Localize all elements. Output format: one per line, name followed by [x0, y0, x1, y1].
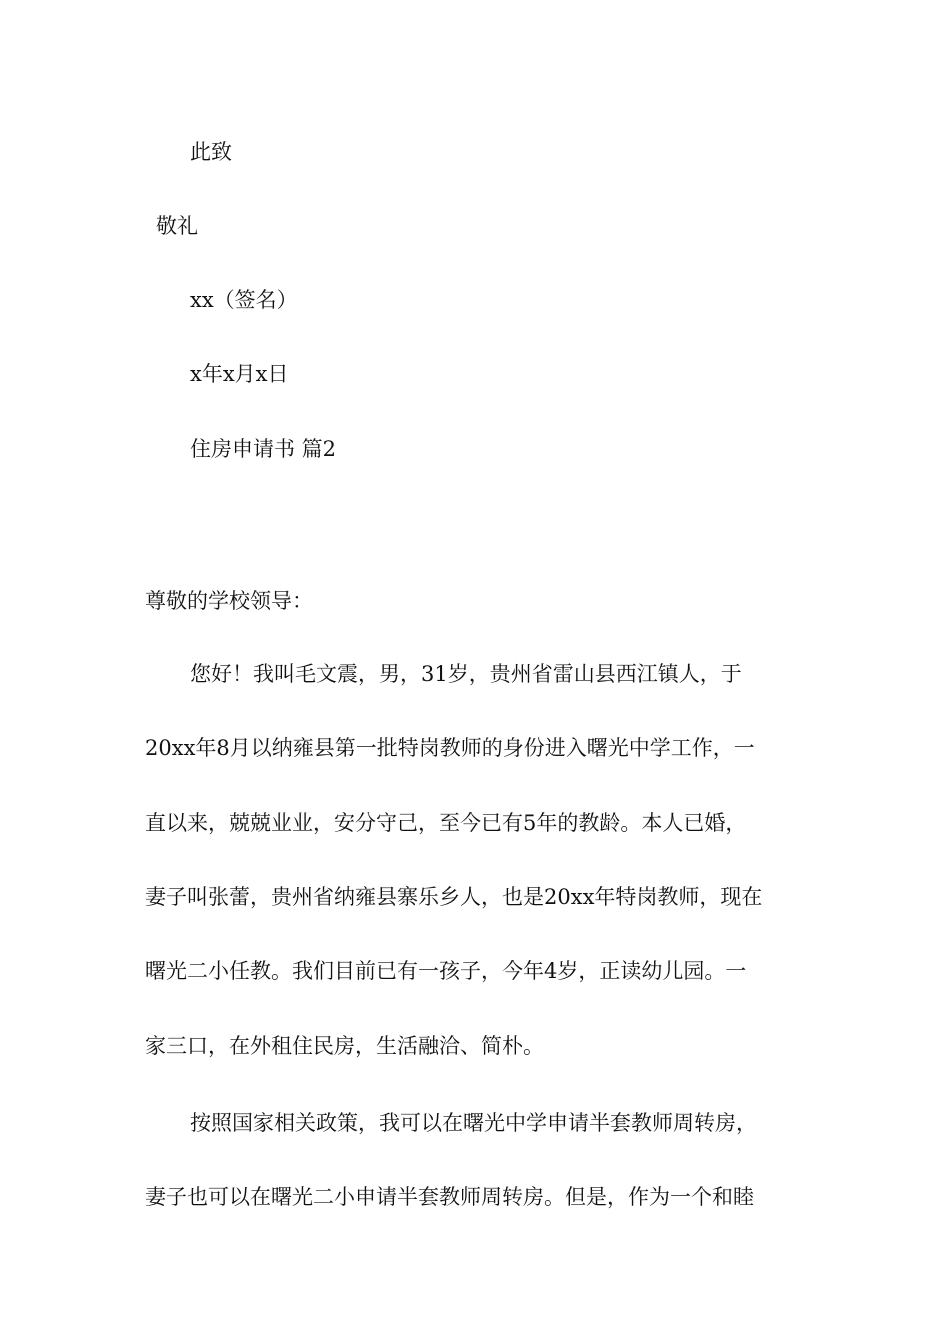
date-line: x年x月x日 [190, 362, 289, 386]
paragraph-2-line-1: 按照国家相关政策，我可以在曙光中学申请半套教师周转房， [190, 1111, 757, 1135]
salutation: 尊敬的学校领导： [145, 589, 313, 613]
section-heading: 住房申请书 篇2 [190, 437, 337, 461]
paragraph-1-line-2: 20xx年8月以纳雍县第一批特岗教师的身份进入曙光中学工作，一 [145, 736, 755, 760]
paragraph-1-line-6: 家三口，在外租住民房，生活融洽、简朴。 [145, 1034, 544, 1058]
paragraph-1-line-3: 直以来，兢兢业业，安分守己，至今已有5年的教龄。本人已婚， [145, 811, 747, 835]
signature-line: xx（签名） [190, 288, 298, 312]
paragraph-1-line-5: 曙光二小任教。我们目前已有一孩子，今年4岁，正读幼儿园。一 [145, 959, 747, 983]
paragraph-1-line-4: 妻子叫张蕾，贵州省纳雍县寨乐乡人，也是20xx年特岗教师，现在 [145, 885, 763, 909]
closing-line-1: 此致 [190, 140, 232, 164]
closing-line-2: 敬礼 [156, 214, 198, 238]
paragraph-2-line-2: 妻子也可以在曙光二小申请半套教师周转房。但是，作为一个和睦 [145, 1185, 754, 1209]
paragraph-1-line-1: 您好！我叫毛文震，男，31岁，贵州省雷山县西江镇人，于 [190, 662, 742, 686]
